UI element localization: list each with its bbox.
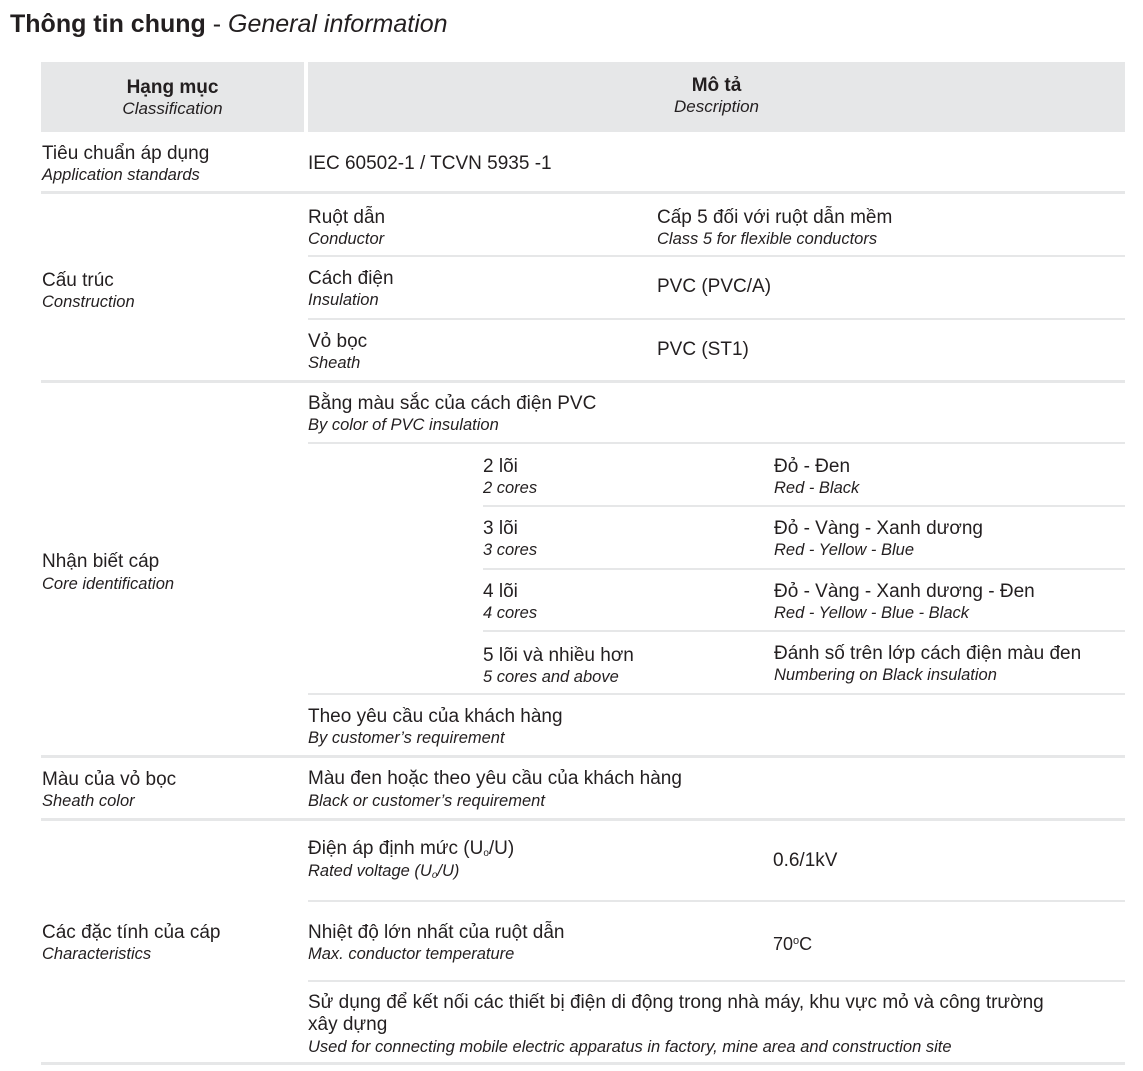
row-divider xyxy=(308,255,1125,257)
header-classification-cell xyxy=(41,62,304,132)
standards-label-vi: Tiêu chuẩn áp dụng xyxy=(42,143,210,164)
identification-label-vi: Nhận biết cáp xyxy=(42,551,160,572)
characteristics-label-vi: Các đặc tính của cáp xyxy=(42,922,221,943)
cores-3-color-en: Red - Yellow - Blue xyxy=(774,541,915,559)
standards-label-en: Application standards xyxy=(42,166,200,184)
title-separator: - xyxy=(205,10,228,38)
cores-2-color-en: Red - Black xyxy=(774,479,860,497)
insulation-label-vi: Cách điện xyxy=(308,268,394,289)
by-color-vi: Bằng màu sắc của cách điện PVC xyxy=(308,393,597,414)
characteristics-label-en: Characteristics xyxy=(42,945,152,963)
rated-voltage-value: 0.6/1kV xyxy=(773,850,838,871)
row-divider xyxy=(308,442,1125,444)
title-en: General information xyxy=(228,10,448,38)
cores-5-color-en: Numbering on Black insulation xyxy=(774,666,997,684)
header-description-en: Description xyxy=(673,97,760,116)
cores-4-color-en: Red - Yellow - Blue - Black xyxy=(774,604,970,622)
row-divider xyxy=(41,755,1125,758)
conductor-label-en: Conductor xyxy=(308,230,385,248)
cores-5-vi: 5 lõi và nhiều hơn xyxy=(483,645,634,666)
sheath-label-en: Sheath xyxy=(308,354,361,372)
construction-label-en: Construction xyxy=(42,293,135,311)
customer-requirement-en: By customer’s requirement xyxy=(308,729,505,747)
row-divider xyxy=(308,318,1125,320)
row-divider xyxy=(41,191,1125,194)
sheath-color-label-en: Sheath color xyxy=(42,792,135,810)
max-temp-value: 70$^o$C xyxy=(773,934,813,954)
construction-label-vi: Cấu trúc xyxy=(42,270,114,291)
standards-value: IEC 60502-1 / TCVN 5935 -1 xyxy=(308,153,552,174)
max-temp-en: Max. conductor temperature xyxy=(308,945,515,963)
row-divider xyxy=(483,630,1125,632)
sheath-color-value-vi: Màu đen hoặc theo yêu cầu của khách hàng xyxy=(308,768,682,789)
page-title xyxy=(10,8,448,40)
header-description-cell xyxy=(308,62,1125,132)
max-temp-vi: Nhiệt độ lớn nhất của ruột dẫn xyxy=(308,922,565,943)
row-divider xyxy=(308,980,1125,982)
conductor-value-vi: Cấp 5 đối với ruột dẫn mềm xyxy=(657,207,893,228)
cores-2-en: 2 cores xyxy=(483,479,538,497)
row-divider xyxy=(41,380,1125,383)
row-divider xyxy=(308,900,1125,902)
title-vi: Thông tin chung xyxy=(10,10,206,38)
cores-3-vi: 3 lõi xyxy=(483,518,518,539)
conductor-label-vi: Ruột dẫn xyxy=(308,207,386,228)
cores-2-color-vi: Đỏ - Đen xyxy=(774,456,851,477)
cores-3-en: 3 cores xyxy=(483,541,538,559)
cores-2-vi: 2 lõi xyxy=(483,456,518,477)
sheath-label-vi: Vỏ bọc xyxy=(308,331,368,352)
cores-3-color-vi: Đỏ - Vàng - Xanh dương xyxy=(774,518,983,539)
sheath-color-value-en: Black or customer’s requirement xyxy=(308,792,545,810)
by-color-en: By color of PVC insulation xyxy=(308,416,499,434)
insulation-value: PVC (PVC/A) xyxy=(657,276,772,297)
customer-requirement-vi: Theo yêu cầu của khách hàng xyxy=(308,706,563,727)
row-divider xyxy=(483,568,1125,570)
insulation-label-en: Insulation xyxy=(308,291,379,309)
cores-5-color-vi: Đánh số trên lớp cách điện màu đen xyxy=(774,643,1082,664)
rated-voltage-vi: Điện áp định mức $(U_o/U)$ xyxy=(308,838,515,859)
cores-4-vi: 4 lõi xyxy=(483,581,518,602)
row-divider xyxy=(41,818,1125,821)
usage-en: Used for connecting mobile electric apparatus in factory, mine area and construction site xyxy=(308,1038,952,1056)
row-divider xyxy=(308,693,1125,695)
cores-4-en: 4 cores xyxy=(483,604,538,622)
rated-voltage-en: Rated voltage $(U_o/U)$ xyxy=(308,862,460,881)
sheath-color-label-vi: Màu của vỏ bọc xyxy=(42,769,177,790)
header-classification-vi: Hạng mục xyxy=(126,77,219,98)
row-divider xyxy=(483,505,1125,507)
usage-vi-line2: xây dựng xyxy=(308,1014,388,1035)
sheath-value: PVC (ST1) xyxy=(657,339,749,360)
conductor-value-en: Class 5 for flexible conductors xyxy=(657,230,878,248)
header-description-vi: Mô tả xyxy=(691,75,742,96)
header-classification-en: Classification xyxy=(122,99,223,118)
table-bottom-rule xyxy=(41,1062,1125,1065)
identification-label-en: Core identification xyxy=(42,575,175,593)
cores-4-color-vi: Đỏ - Vàng - Xanh dương - Đen xyxy=(774,581,1035,602)
usage-vi-line1: Sử dụng để kết nối các thiết bị điện di động trong nhà máy, khu vực mỏ và công trường xyxy=(308,992,1044,1013)
cores-5-en: 5 cores and above xyxy=(483,668,619,686)
